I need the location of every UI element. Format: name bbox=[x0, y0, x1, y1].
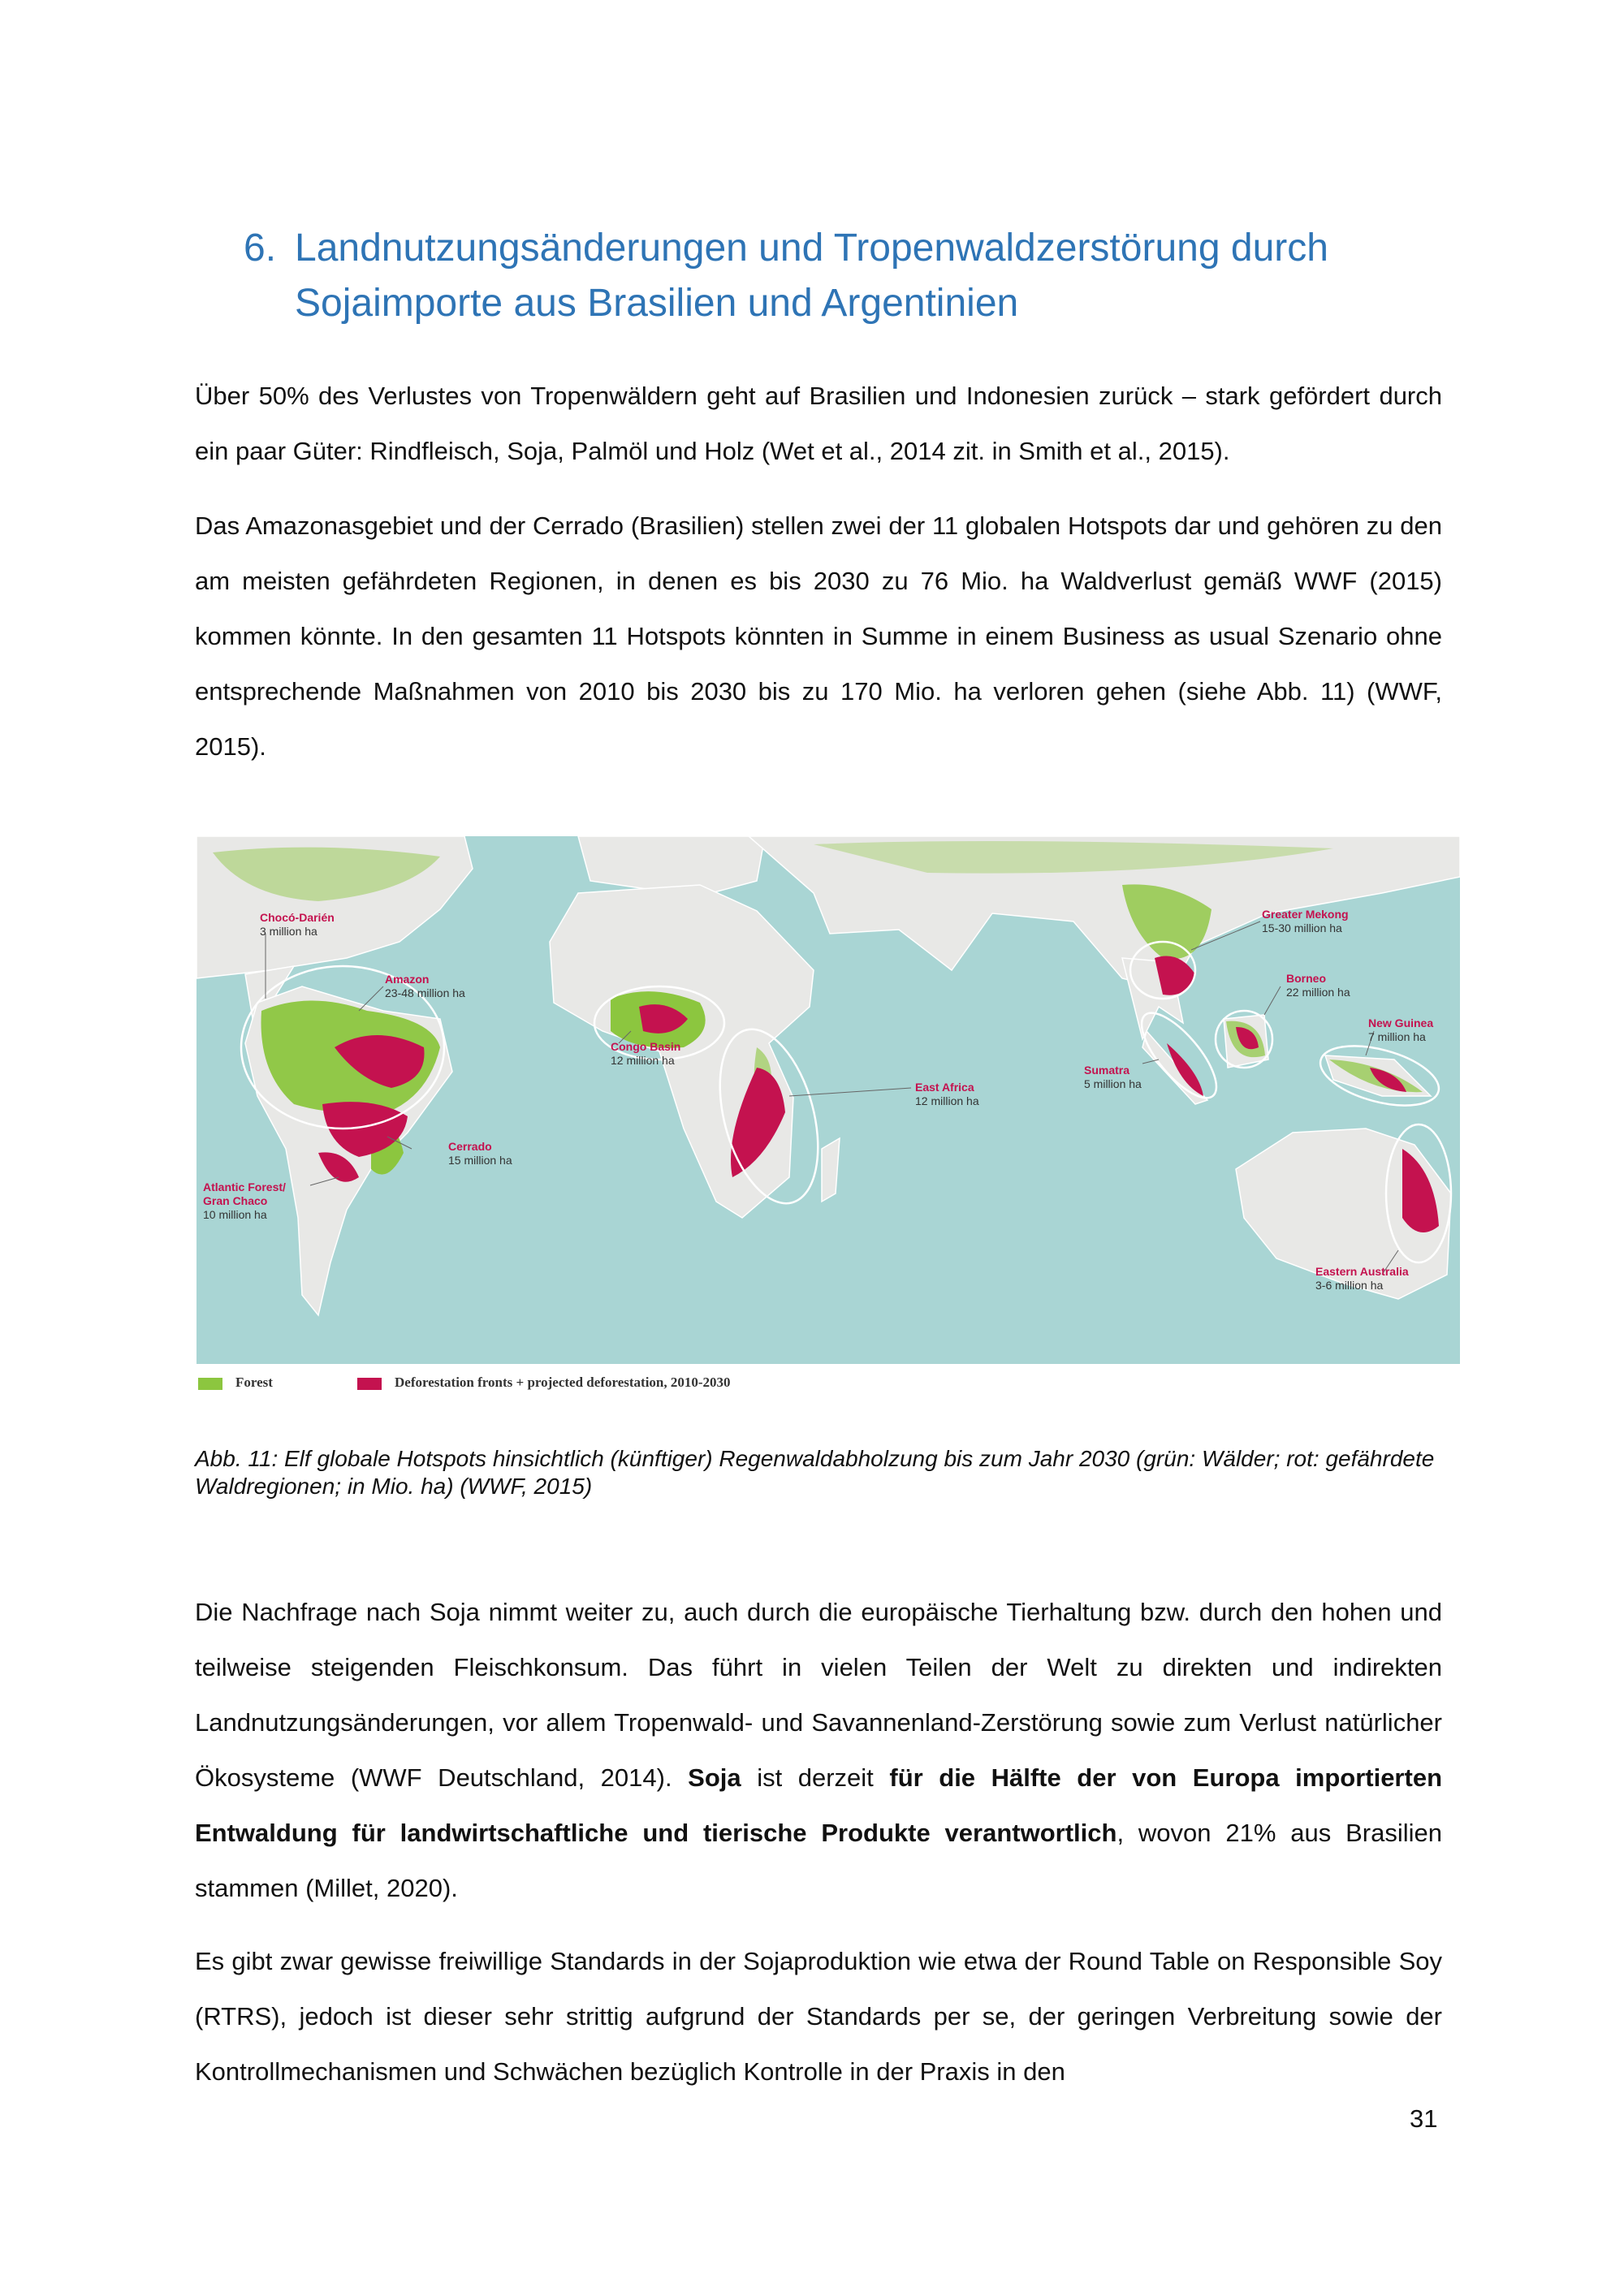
paragraph-3-bold-soja: Soja bbox=[688, 1763, 741, 1792]
page-number: 31 bbox=[1410, 2104, 1438, 2133]
label-eastern-australia-name: Eastern Australia bbox=[1315, 1265, 1409, 1278]
paragraph-3-text-b: ist derzeit bbox=[741, 1763, 890, 1792]
label-sumatra-name: Sumatra bbox=[1084, 1064, 1130, 1077]
section-number: 6. bbox=[244, 227, 277, 270]
label-sumatra-area: 5 million ha bbox=[1084, 1077, 1142, 1090]
legend-forest-label: Forest bbox=[235, 1375, 273, 1390]
paragraph-3 bbox=[195, 1585, 1442, 1916]
label-congo-area: 12 million ha bbox=[611, 1054, 675, 1067]
label-mekong-name: Greater Mekong bbox=[1262, 908, 1349, 921]
label-atlantic-name: Atlantic Forest/ bbox=[203, 1180, 286, 1193]
paragraph-3-text-c: , wovon 21% aus Brasilien stammen (Millet, 2020). bbox=[195, 1819, 1442, 1902]
section-heading bbox=[244, 221, 1462, 331]
label-cerrado-name: Cerrado bbox=[448, 1140, 492, 1153]
label-atlantic-name-2: Gran Chaco bbox=[203, 1194, 268, 1207]
hotspot-world-map bbox=[197, 836, 1460, 1364]
paragraph-1: Über 50% des Verlustes von Tropenwäldern geht auf Brasilien und Indonesien zurück – stark gefördert durch ein paar Güter: Rindfleisch, Soja, Palmöl und Holz (Wet et al., 2014 zit. in Smith et al., 2015). bbox=[195, 382, 1442, 465]
paragraph-3-text-a: Die Nachfrage nach Soja nimmt weiter zu, auch durch die europäische Tierhaltung bzw. durch den hohen und teilweise steigenden Fleischkonsum. Das führt in vielen Teilen der Welt zu direkten und indirekten Landnutzungsänderungen, vor allem Tropenwald- und Savannenland-Zerstörung sowie zum Verlust natürlicher Ökosysteme (WWF Deutschland, 2014). bbox=[195, 1598, 1442, 1792]
label-new-guinea-name: New Guinea bbox=[1368, 1016, 1434, 1029]
label-atlantic-area: 10 million ha bbox=[203, 1208, 267, 1221]
label-cerrado-area: 15 million ha bbox=[448, 1154, 512, 1167]
label-borneo-name: Borneo bbox=[1286, 972, 1326, 985]
label-choco-area: 3 million ha bbox=[260, 925, 317, 938]
paragraph-3-bold-statement: für die Hälfte der von Europa importierten Entwaldung für landwirtschaftliche und tierische Produkte verantwortlich bbox=[195, 1763, 1443, 1847]
label-eastern-australia-area: 3-6 million ha bbox=[1315, 1279, 1384, 1292]
label-amazon-area: 23-48 million ha bbox=[385, 986, 465, 999]
legend-item-forest bbox=[198, 1375, 273, 1391]
paragraph-2: Das Amazonasgebiet und der Cerrado (Brasilien) stellen zwei der 11 globalen Hotspots dar und gehören zu den am meisten gefährdeten Regionen, in denen es bis 2030 zu 76 Mio. ha Waldverlust gemäß WWF (2015) kommen könnte. In den gesamten 11 Hotspots könnten in Summe in einem Business as usual Szenario ohne entsprechende Maßnahmen von 2010 bis 2030 bis zu 170 Mio. ha verloren gehen (siehe Abb. 11) (WWF, 2015). bbox=[195, 511, 1442, 761]
section-title-line-1: Landnutzungsänderungen und Tropenwaldzerstörung durch bbox=[295, 227, 1328, 270]
label-east-africa-area: 12 million ha bbox=[915, 1094, 979, 1107]
section-title-line-2: Sojaimporte aus Brasilien und Argentinien bbox=[295, 282, 1019, 326]
legend-deforestation-label: Deforestation fronts + projected deforestation, 2010-2030 bbox=[395, 1375, 731, 1390]
deforestation-swatch bbox=[357, 1378, 382, 1390]
label-choco-name: Chocó-Darién bbox=[260, 911, 335, 924]
paragraph-4: Es gibt zwar gewisse freiwillige Standards in der Sojaproduktion wie etwa der Round Table on Responsible Soy (RTRS), jedoch ist dieser sehr strittig aufgrund der Standards per se, der geringen Verbreitung sowie der Kontrollmechanismen und Schwächen bezüglich Kontrolle in der Praxis in den bbox=[195, 1947, 1442, 2086]
legend-item-deforestation bbox=[357, 1375, 731, 1391]
label-east-africa-name: East Africa bbox=[915, 1081, 974, 1094]
label-new-guinea-area: 7 million ha bbox=[1368, 1030, 1426, 1043]
figure-caption: Abb. 11: Elf globale Hotspots hinsichtlich (künftiger) Regenwaldabholzung bis zum Jahr 2030 (grün: Wälder; rot: gefährdete Waldregionen; in Mio. ha) (WWF, 2015) bbox=[195, 1446, 1435, 1499]
label-mekong-area: 15-30 million ha bbox=[1262, 921, 1342, 934]
forest-swatch bbox=[198, 1378, 222, 1390]
label-congo-name: Congo Basin bbox=[611, 1040, 681, 1053]
label-borneo-area: 22 million ha bbox=[1286, 986, 1350, 999]
label-amazon-name: Amazon bbox=[385, 973, 430, 986]
